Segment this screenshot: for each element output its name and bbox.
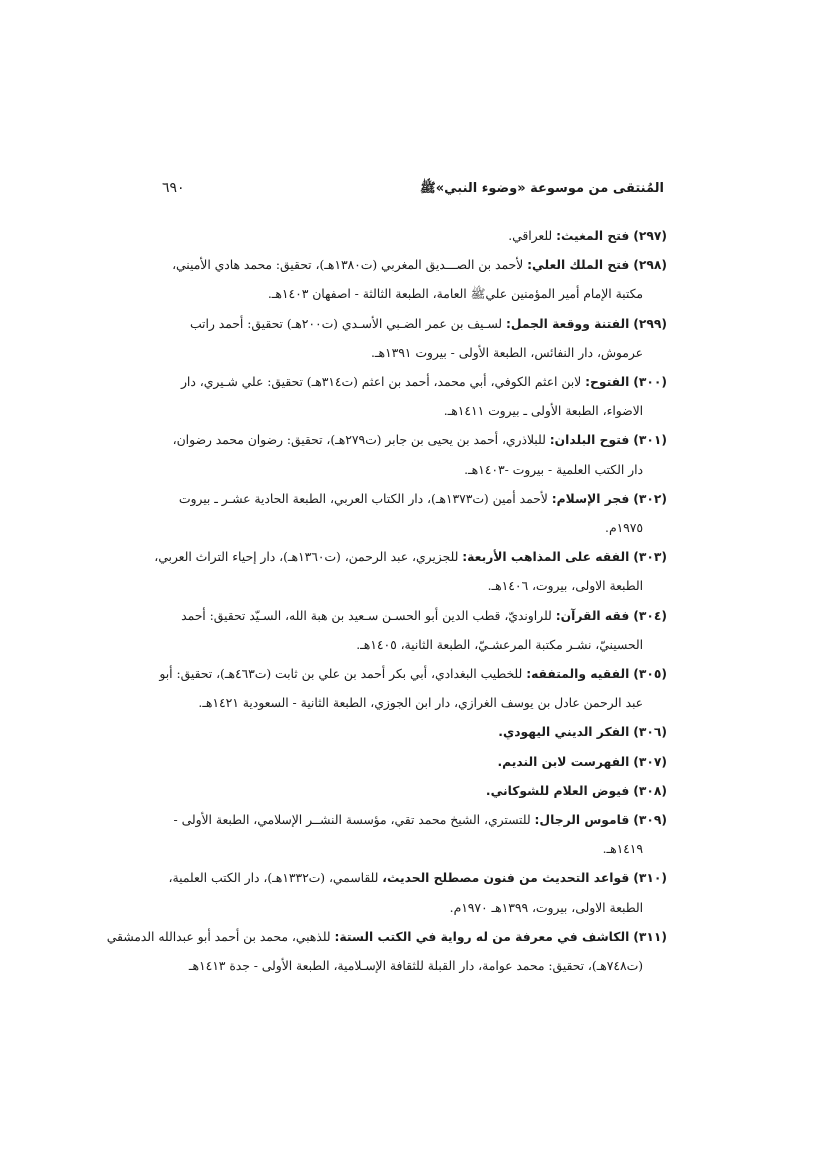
- entry-number: (٣٠٩): [633, 813, 667, 828]
- entry-text: للخطيب البغدادي، أبي بكر أحمد بن علي بن ثابت (ت٤٦٣هـ)، تحقيق: أبو: [159, 667, 523, 682]
- entry-text: للجزيري، عبد الرحمن، (ت١٣٦٠هـ)، دار إحياء التراث العربي،: [154, 550, 459, 565]
- entry-title: فقه القرآن:: [555, 608, 630, 623]
- entry-title: الفكر الديني اليهودي.: [498, 725, 630, 740]
- bibliography-entry: [162, 748, 667, 777]
- bibliography-entry: [162, 485, 667, 543]
- bibliography-entry: [162, 222, 667, 251]
- entry-text: ١٤١٩هـ.: [602, 842, 643, 857]
- entry-title: الكاشف في معرفة من له رواية في الكتب الستة:: [334, 929, 630, 944]
- entry-text: عرموش، دار النفائس، الطبعة الأولى - بيروت ١٣٩١هـ.: [370, 345, 643, 360]
- entry-first-line: [162, 222, 667, 251]
- entry-first-line: [154, 543, 667, 572]
- entry-text: الحسينيّ، نشـر مكتبة المرعشـيّ، الطبعة الثانية، ١٤٠٥هـ.: [356, 637, 643, 652]
- entry-text: الطبعة الاولى، بيروت، ١٤٠٦هـ.: [487, 579, 643, 594]
- entry-text: مكتبة الإمام أمير المؤمنين عليﷺ العامة، الطبعة الثالثة - اصفهان ١٤٠٣هـ.: [267, 287, 643, 302]
- entry-first-line: [162, 864, 667, 893]
- bibliography-entry: [106, 923, 667, 981]
- entry-first-line: [162, 485, 667, 514]
- entry-title: الفقيه والمتفقه:: [526, 667, 630, 682]
- entry-text: للقاسمي، (ت١٣٣٢هـ)، دار الكتب العلمية،: [168, 871, 379, 886]
- bibliography-entry: [162, 718, 667, 747]
- entry-number: (٣٠١): [633, 433, 667, 448]
- entry-continuation-line: [162, 280, 667, 309]
- entry-continuation-line: [162, 572, 667, 601]
- entry-text: ١٩٧٥م.: [605, 521, 643, 536]
- entry-first-line: [159, 660, 667, 689]
- entry-title: الفتنة ووقعة الجمل:: [505, 316, 630, 331]
- page-header: [162, 180, 664, 204]
- entry-text: الاضواء، الطبعة الأولى ـ بيروت ١٤١١هـ.: [443, 404, 643, 419]
- entry-title: الفهرست لابن النديم.: [497, 754, 630, 769]
- entry-first-line: [106, 923, 667, 952]
- bibliography-entry: [162, 426, 667, 484]
- entry-number: (٣٠٦): [633, 725, 667, 740]
- entry-title: الفقه على المذاهب الأربعة:: [462, 550, 630, 565]
- entry-text: عبد الرحمن عادل بن يوسف الغرازي، دار ابن الجوزي، الطبعة الثانية - السعودية ١٤٢١هـ.: [198, 696, 643, 711]
- entry-first-line: [162, 310, 667, 339]
- running-title: المُنتقى من موسوعة «وضوء النبي»ﷺ: [420, 181, 664, 196]
- entry-continuation-line: [162, 514, 667, 543]
- entry-continuation-line: [162, 689, 667, 718]
- bibliography-entry: [159, 660, 667, 718]
- bibliography-entry: [162, 310, 667, 368]
- entry-number: (٢٩٨): [633, 258, 667, 273]
- entry-number: (٣٠٣): [633, 550, 667, 565]
- entry-first-line: [162, 718, 667, 747]
- entry-number: (٣١٠): [633, 871, 667, 886]
- entry-first-line: [162, 748, 667, 777]
- entry-first-line: [162, 602, 667, 631]
- entry-continuation-line: [162, 894, 667, 923]
- entry-title: فجر الإسلام:: [551, 491, 630, 506]
- entry-number: (٢٩٩): [633, 316, 667, 331]
- entry-first-line: [162, 806, 667, 835]
- bibliography-entry: [162, 368, 667, 426]
- entry-title: فتح المغيث:: [556, 229, 630, 243]
- entry-number: (٣٠٧): [633, 754, 667, 769]
- entry-title: قاموس الرجال:: [534, 813, 630, 828]
- entry-continuation-line: [162, 835, 667, 864]
- entry-number: (٣٠٥): [633, 667, 667, 682]
- entry-text: (ت٧٤٨هـ)، تحقيق: محمد عوامة، دار القبلة للثقافة الإسـلامية، الطبعة الأولى - جدة ١٤١٣هـ: [188, 959, 643, 974]
- entry-title: الفتوح:: [585, 375, 630, 390]
- entry-number: (٣٠٨): [633, 783, 667, 798]
- entry-title: قواعد التحديث من فنون مصطلح الحديث،: [382, 871, 630, 886]
- entry-continuation-line: [162, 952, 667, 981]
- bibliography-entry: [162, 602, 667, 660]
- entry-number: (٣٠٤): [633, 608, 667, 623]
- entry-text: لأحمد بن الصـــديق المغربي (ت١٣٨٠هـ)، تحقيق: محمد هادي الأميني،: [172, 258, 524, 273]
- entry-text: لابن اعثم الكوفي، أبي محمد، أحمد بن اعثم (ت٣١٤هـ) تحقيق: علي شـيري، دار: [180, 375, 582, 390]
- entry-title: فتوح البلدان:: [549, 433, 630, 448]
- entry-continuation-line: [162, 339, 667, 368]
- entry-title: فيوض العلام للشوكاني.: [485, 783, 630, 798]
- entry-text: للتستري، الشيخ محمد تقي، مؤسسة النشــر الإسلامي، الطبعة الأولى -: [173, 813, 531, 828]
- bibliography-entry: [162, 777, 667, 806]
- entry-first-line: [162, 251, 667, 280]
- entry-text: للعراقي.: [508, 229, 553, 243]
- entry-text: دار الكتب العلمية - بيروت -١٤٠٣هـ.: [464, 462, 643, 477]
- entry-continuation-line: [162, 631, 667, 660]
- bibliography-entry: [162, 864, 667, 922]
- bibliography-entry: [154, 543, 667, 601]
- entry-first-line: [162, 426, 667, 455]
- entry-number: (٣٠٠): [633, 375, 667, 390]
- page-number: ٦٩٠: [162, 180, 185, 196]
- entry-number: (٢٩٧): [633, 229, 667, 243]
- entry-text: للبلاذري، أحمد بن يحيى بن جابر (ت٢٧٩هـ)، تحقيق: رضوان محمد رضوان،: [172, 433, 546, 448]
- entry-text: للذهبي، محمد بن أحمد أبو عبدالله الدمشقي: [106, 929, 331, 944]
- entry-text: للراونديّ، قطب الدين أبو الحسـن سـعيد بن هبة الله، السـيّد تحقيق: أحمد: [181, 608, 552, 623]
- entry-continuation-line: [162, 397, 667, 426]
- entry-text: لأحمد أمين (ت١٣٧٣هـ)، دار الكتاب العربي، الطبعة الحادية عشـر ـ بيروت: [178, 491, 548, 506]
- entry-text: لسـيف بن عمر الضـبي الأسـدي (ت٢٠٠هـ) تحقيق: أحمد راتب: [189, 316, 503, 331]
- entry-first-line: [162, 777, 667, 806]
- entry-text: الطبعة الاولى، بيروت، ١٣٩٩هـ ١٩٧٠م.: [449, 900, 643, 915]
- entry-first-line: [162, 368, 667, 397]
- bibliography-list: [106, 222, 667, 981]
- entry-number: (٣٠٢): [633, 491, 667, 506]
- entry-number: (٣١١): [633, 929, 667, 944]
- entry-title: فتح الملك العلي:: [527, 258, 630, 273]
- bibliography-entry: [162, 251, 667, 309]
- entry-continuation-line: [162, 456, 667, 485]
- bibliography-entry: [162, 806, 667, 864]
